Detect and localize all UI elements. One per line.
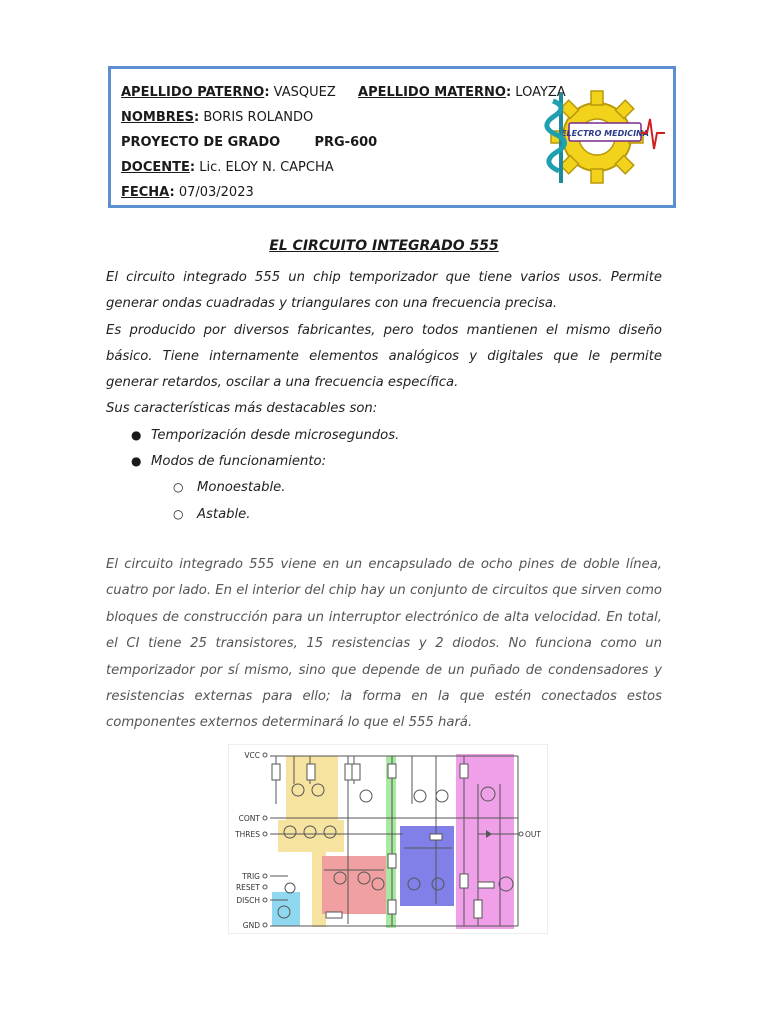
555-internal-circuit-diagram [228,744,548,934]
bullet-icon: ● [131,428,142,442]
proyecto-row [121,135,377,151]
fecha-label: FECHA [121,185,170,200]
surname-row: APELLIDO PATERNO: VASQUEZ APELLIDO MATERNO: LOAYZA [121,85,566,100]
docente-value: Lic. ELOY N. CAPCHA [195,160,334,175]
svg-text:THRES: THRES [235,830,260,839]
apellido-materno-label: APELLIDO MATERNO [358,85,506,100]
svg-text:VCC: VCC [244,751,260,760]
apellido-paterno-value: VASQUEZ [269,85,336,100]
fecha-value: 07/03/2023 [174,185,254,200]
body-paragraph: El circuito integrado 555 viene en un encapsulado de ocho pines de doble línea, cuatro por lado. En el interior del chip hay un conjunto de circuitos que sirven como bloques de construcción para un interruptor electrónico de alta velocidad. En total, el CI tiene 25 transistores, 15 resistencias y 2 diodos. No funciona como un temporizador por sí mismo, sino que depende de un puñado de condensadores y resistencias externas para ello; la forma en la que estén conectados estos componentes externos determinará lo que el 555 hará. [106,557,662,731]
electromedicina-logo [539,79,667,199]
bullet-item: Temporización desde microsegundos. [151,428,400,443]
nombres-row: NOMBRES: BORIS ROLANDO [121,110,314,125]
sub-bullet-item: Astable. [197,507,251,522]
proyecto-code: PRG-600 [314,135,378,150]
bullet-item: Modos de funcionamiento: [151,454,327,469]
apellido-paterno-label: APELLIDO PATERNO [121,85,265,100]
sub-bullet-icon: ○ [173,480,184,494]
nombres-value: BORIS ROLANDO [199,110,314,125]
svg-text:CONT: CONT [238,814,260,823]
sub-bullet-item: Monoestable. [197,480,286,495]
sub-bullet-icon: ○ [173,507,184,521]
svg-text:OUT: OUT [525,830,541,839]
bullet-icon: ● [131,454,142,468]
nombres-label: NOMBRES [121,110,195,125]
manufacturer-paragraph: Es producido por diversos fabricantes, pero todos mantienen el mismo diseño básico. Tiene internamente elementos analógicos y digitales que le permite generar retardos, oscilar a una frecuencia específica. [106,323,662,390]
apellido-materno-value: LOAYZA [511,85,566,100]
student-info-box [108,66,676,208]
svg-text:ELECTRO MEDICINA: ELECTRO MEDICINA [561,129,649,138]
svg-text:TRIG: TRIG [242,872,260,881]
intro-paragraph: El circuito integrado 555 un chip temporizador que tiene varios usos. Permite generar ondas cuadradas y triangulares con una frecuencia precisa. [106,270,662,311]
docente-row: DOCENTE: Lic. ELOY N. CAPCHA [121,160,334,175]
svg-text:RESET: RESET [235,883,260,892]
svg-text:GND: GND [242,921,260,930]
fecha-row: FECHA: 07/03/2023 [121,185,254,200]
document-title: EL CIRCUITO INTEGRADO 555 [269,238,499,254]
features-intro: Sus características más destacables son: [106,401,378,416]
svg-text:DISCH: DISCH [236,896,260,905]
docente-label: DOCENTE [121,160,190,175]
proyecto-label: PROYECTO DE GRADO [121,135,281,150]
